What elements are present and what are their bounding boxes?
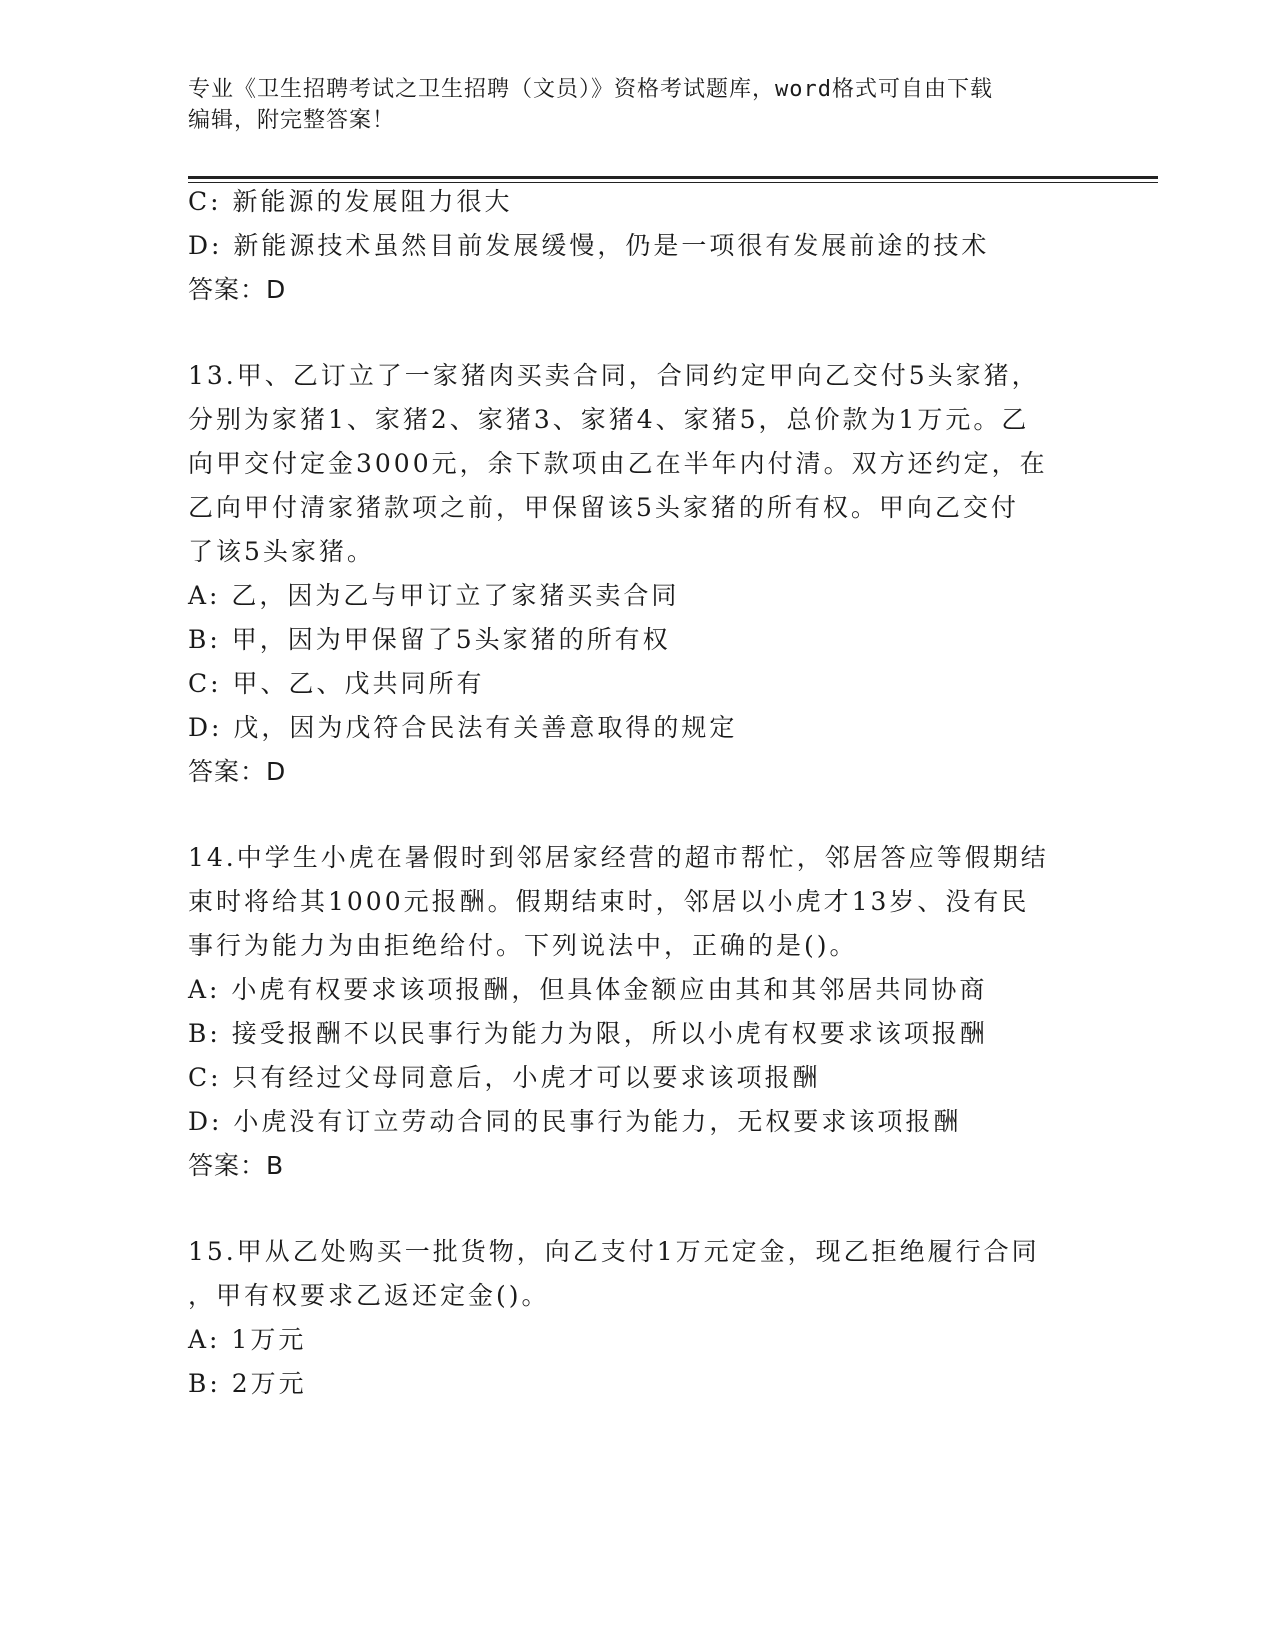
q13-stem-line-3: 向甲交付定金3000元，余下款项由乙在半年内付清。双方还约定，在 bbox=[188, 449, 1048, 478]
q14-option-a: A: 小虎有权要求该项报酬，但具体金额应由其和其邻居共同协商 bbox=[188, 975, 988, 1004]
header-line-2: 编辑，附完整答案！ bbox=[188, 108, 396, 133]
q15-stem-line-1: 15.甲从乙处购买一批货物，向乙支付1万元定金，现乙拒绝履行合同 bbox=[188, 1237, 1040, 1266]
q14-answer: 答案：B bbox=[188, 1151, 285, 1180]
q13-stem-line-1: 13.甲、乙订立了一家猪肉买卖合同，合同约定甲向乙交付5头家猪， bbox=[188, 361, 1040, 390]
q13-stem-line-5: 了该5头家猪。 bbox=[188, 537, 375, 566]
q14-option-c: C: 只有经过父母同意后，小虎才可以要求该项报酬 bbox=[188, 1063, 821, 1092]
q15-option-b: B: 2万元 bbox=[188, 1369, 307, 1398]
q13-option-d: D: 戊，因为戊符合民法有关善意取得的规定 bbox=[188, 713, 738, 742]
header-rule-thick bbox=[188, 176, 1158, 179]
q12-answer: 答案：D bbox=[188, 275, 287, 304]
q15-option-a: A: 1万元 bbox=[188, 1325, 307, 1354]
q12-option-c: C: 新能源的发展阻力很大 bbox=[188, 187, 513, 216]
q13-answer: 答案：D bbox=[188, 757, 287, 786]
q14-stem-line-1: 14.中学生小虎在暑假时到邻居家经营的超市帮忙，邻居答应等假期结 bbox=[188, 843, 1049, 872]
q13-stem-line-2: 分别为家猪1、家猪2、家猪3、家猪4、家猪5，总价款为1万元。乙 bbox=[188, 405, 1030, 434]
q12-option-d: D: 新能源技术虽然目前发展缓慢，仍是一项很有发展前途的技术 bbox=[188, 231, 990, 260]
header-rule-thin bbox=[188, 182, 1158, 183]
q13-option-c: C: 甲、乙、戊共同所有 bbox=[188, 669, 485, 698]
q15-stem-line-2: ，甲有权要求乙返还定金()。 bbox=[188, 1281, 550, 1310]
q13-stem-line-4: 乙向甲付清家猪款项之前，甲保留该5头家猪的所有权。甲向乙交付 bbox=[188, 493, 1019, 522]
q14-option-d: D: 小虎没有订立劳动合同的民事行为能力，无权要求该项报酬 bbox=[188, 1107, 962, 1136]
header-line-1: 专业《卫生招聘考试之卫生招聘（文员）》资格考试题库，word格式可自由下载 bbox=[188, 77, 993, 102]
q14-stem-line-2: 束时将给其1000元报酬。假期结束时，邻居以小虎才13岁、没有民 bbox=[188, 887, 1030, 916]
q14-stem-line-3: 事行为能力为由拒绝给付。下列说法中，正确的是()。 bbox=[188, 931, 858, 960]
q13-option-b: B: 甲，因为甲保留了5头家猪的所有权 bbox=[188, 625, 671, 654]
q14-option-b: B: 接受报酬不以民事行为能力为限，所以小虎有权要求该项报酬 bbox=[188, 1019, 988, 1048]
q13-option-a: A: 乙，因为乙与甲订立了家猪买卖合同 bbox=[188, 581, 680, 610]
document-header bbox=[188, 74, 1068, 136]
